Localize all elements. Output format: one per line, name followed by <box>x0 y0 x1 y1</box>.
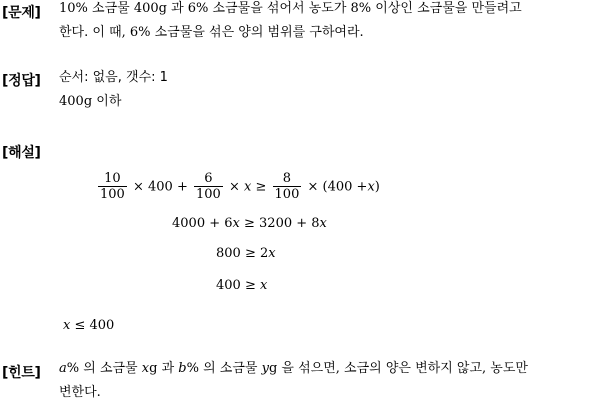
answer-label: [정답] <box>2 73 41 89</box>
solution-label: [해설] <box>2 145 41 161</box>
hint-label: [힌트] <box>2 365 41 381</box>
problem-line-1: 10% 소금물 400g 과 6% 소금물을 섞어서 농도가 8% 이상인 소금물을 만들려고 <box>59 1 522 16</box>
fraction-10-over-100: $\frac{10}{100}$ <box>100 171 125 202</box>
problem-label: [문제] <box>2 5 41 21</box>
equation-3: 800 ≥ 2x <box>216 246 276 261</box>
equation-4: 400 ≥ x <box>216 278 268 293</box>
answer-line-1: 순서: 없음, 갯수: 1 <box>59 70 168 85</box>
fraction-6-over-100: $\frac{6}{100}$ <box>195 171 221 202</box>
solution-conclusion: x ≤ 400 <box>63 318 115 333</box>
hint-line-1: a% 의 소금물 xg 과 b% 의 소금물 yg 을 섞으면, 소금의 양은 변하지 않고, 농도만 <box>59 361 528 376</box>
hint-line-2: 변한다. <box>59 385 101 400</box>
equation-2: 4000 + 6x ≥ 3200 + 8x <box>172 216 327 231</box>
fraction-8-over-100: $\frac{8}{100}$ <box>274 171 300 202</box>
problem-line-2: 한다. 이 때, 6% 소금물을 섞은 양의 범위를 구하여라. <box>59 25 364 40</box>
answer-line-2: 400g 이하 <box>59 94 122 109</box>
equation-1: $\frac{10}{100}$ × 400 + $\frac{6}{100}$ × x ≥ $\frac{8}{100}$ × (400 +x) <box>100 171 380 202</box>
